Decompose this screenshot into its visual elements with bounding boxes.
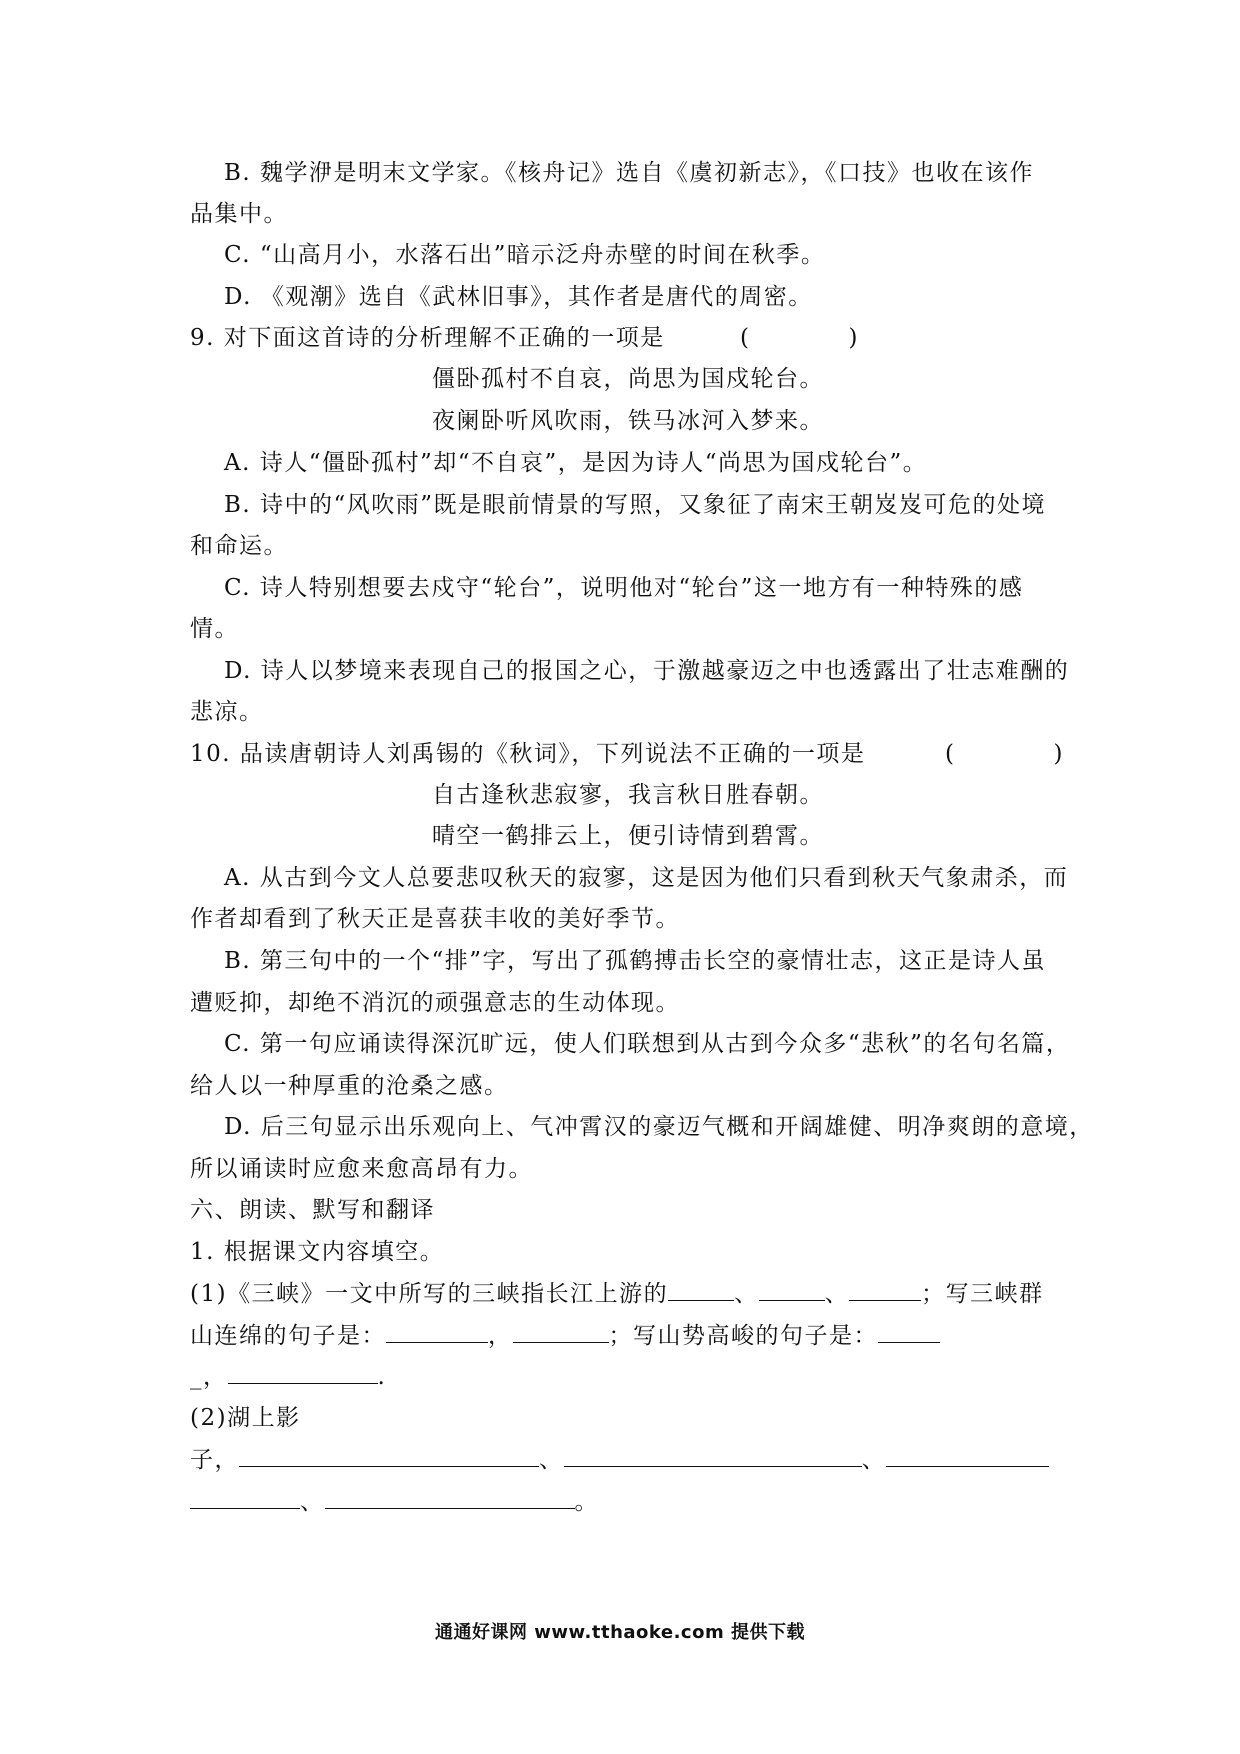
q8-option-c: C. “山高月小，水落石出”暗示泛舟赤壁的时间在秋季。 [224,242,826,268]
blank-field[interactable] [668,1278,734,1301]
fill-blank-text: 子， [190,1447,239,1473]
q10-option-c: C. 第一句应诵读得深沉旷远，使人们联想到从古到今众多“悲秋”的名句名篇， [224,1031,1071,1057]
q9-option-b-cont: 和命运。 [190,533,288,559]
q9-option-d: D. 诗人以梦境来表现自己的报国之心，于激越豪迈之中也透露出了壮志难酬的 [224,658,1070,684]
q9-poem-line-1: 僵卧孤村不自哀，尚思为国戍轮台。 [432,366,824,392]
fill-end: . [377,1364,387,1390]
fill-blank-text: ；写山势高峻的句子是： [608,1323,878,1349]
q10-option-c-cont: 给人以一种厚重的沧桑之感。 [190,1073,509,1099]
fill-blank-line-2 [190,1320,1060,1351]
fill-blank-line-1 [190,1278,1060,1309]
q10-poem-line-1: 自古逢秋悲寂寥，我言秋日胜春朝。 [432,782,824,808]
fill-separator: ， [488,1323,513,1349]
blank-field[interactable] [886,1444,1049,1467]
q9-option-c: C. 诗人特别想要去戍守“轮台”，说明他对“轮台”这一地方有一种特殊的感 [224,575,1024,601]
fill-separator: 、 [300,1489,325,1515]
fill-blank-line-3 [190,1361,1060,1392]
fill-end: 。 [574,1489,599,1515]
fill-separator: 、 [539,1447,564,1473]
fill-separator: 、 [861,1447,886,1473]
blank-field[interactable] [759,1278,825,1301]
q8-option-d: D. 《观潮》选自《武林旧事》，其作者是唐代的周密。 [224,284,813,310]
fill-blank-text: (1)《三峡》一文中所写的三峡指长江上游的 [190,1281,669,1307]
q10-option-b: B. 第三句中的一个“排”字，写出了孤鹤搏击长空的豪情壮志，这正是诗人虽 [224,948,1047,974]
fill-blank-text: _， [190,1364,228,1390]
blank-field[interactable] [190,1486,300,1509]
q10-poem-line-2: 晴空一鹤排云上，便引诗情到碧霄。 [432,823,824,849]
blank-field[interactable] [513,1320,609,1343]
blank-field[interactable] [878,1320,940,1343]
page-footer: 通通好课网 www.tthaoke.com 提供下载 [435,1622,805,1643]
blank-field[interactable] [564,1444,862,1467]
fill-blank-text: ；写三峡群 [921,1281,1044,1307]
fill-separator: 、 [824,1281,850,1307]
q9-stem-text: 9. 对下面这首诗的分析理解不正确的一项是 [190,325,665,351]
blank-field[interactable] [239,1444,539,1467]
q10-stem [190,739,1064,769]
q10-stem-text: 10. 品读唐朝诗人刘禹锡的《秋词》，下列说法不正确的一项是 [190,741,866,767]
blank-field[interactable] [325,1486,575,1509]
q10-option-d-cont: 所以诵读时应愈来愈高昂有力。 [190,1156,533,1182]
fill-separator: 、 [734,1281,759,1307]
fill-blank-text: 山连绵的句子是： [190,1323,386,1349]
section-6-question-1: 1. 根据课文内容填空。 [190,1239,445,1265]
q8-option-b-cont: 品集中。 [190,201,288,227]
q9-option-d-cont: 悲凉。 [190,699,264,725]
fill-blank-line-6 [190,1486,1060,1517]
q9-poem-line-2: 夜阑卧听风吹雨，铁马冰河入梦来。 [432,408,824,434]
q10-option-b-cont: 遭贬抑，却绝不消沉的顽强意志的生动体现。 [190,990,680,1016]
q10-option-a-cont: 作者却看到了秋天正是喜获丰收的美好季节。 [190,906,680,932]
q8-option-b: B. 魏学洢是明末文学家。《核舟记》选自《虞初新志》，《口技》也收在该作 [224,160,1035,186]
section-6-heading: 六、朗读、默写和翻译 [190,1197,435,1223]
q10-option-a: A. 从古到今文人总要悲叹秋天的寂寥，这是因为他们只看到秋天气象肃杀，而 [224,865,1069,891]
blank-field[interactable] [849,1278,921,1301]
fill-blank-line-5 [190,1444,1060,1475]
q10-option-d: D. 后三句显示出乐观向上、气冲霄汉的豪迈气概和开阔雄健、明净爽朗的意境， [224,1114,1094,1140]
q9-option-a: A. 诗人“僵卧孤村”却“不自哀”，是因为诗人“尚思为国戍轮台”。 [224,450,928,476]
blank-field[interactable] [228,1361,378,1384]
q9-option-c-cont: 情。 [190,616,239,642]
q10-answer-paren: ( ) [945,741,1064,767]
q9-answer-paren: ( ) [740,325,859,351]
q9-stem [190,323,1060,353]
blank-field[interactable] [386,1320,488,1343]
q9-option-b: B. 诗中的“风吹雨”既是眼前情景的写照，又象征了南宋王朝岌岌可危的处境 [224,492,1047,518]
fill-blank-line-4: (2)湖上影 [190,1405,301,1431]
